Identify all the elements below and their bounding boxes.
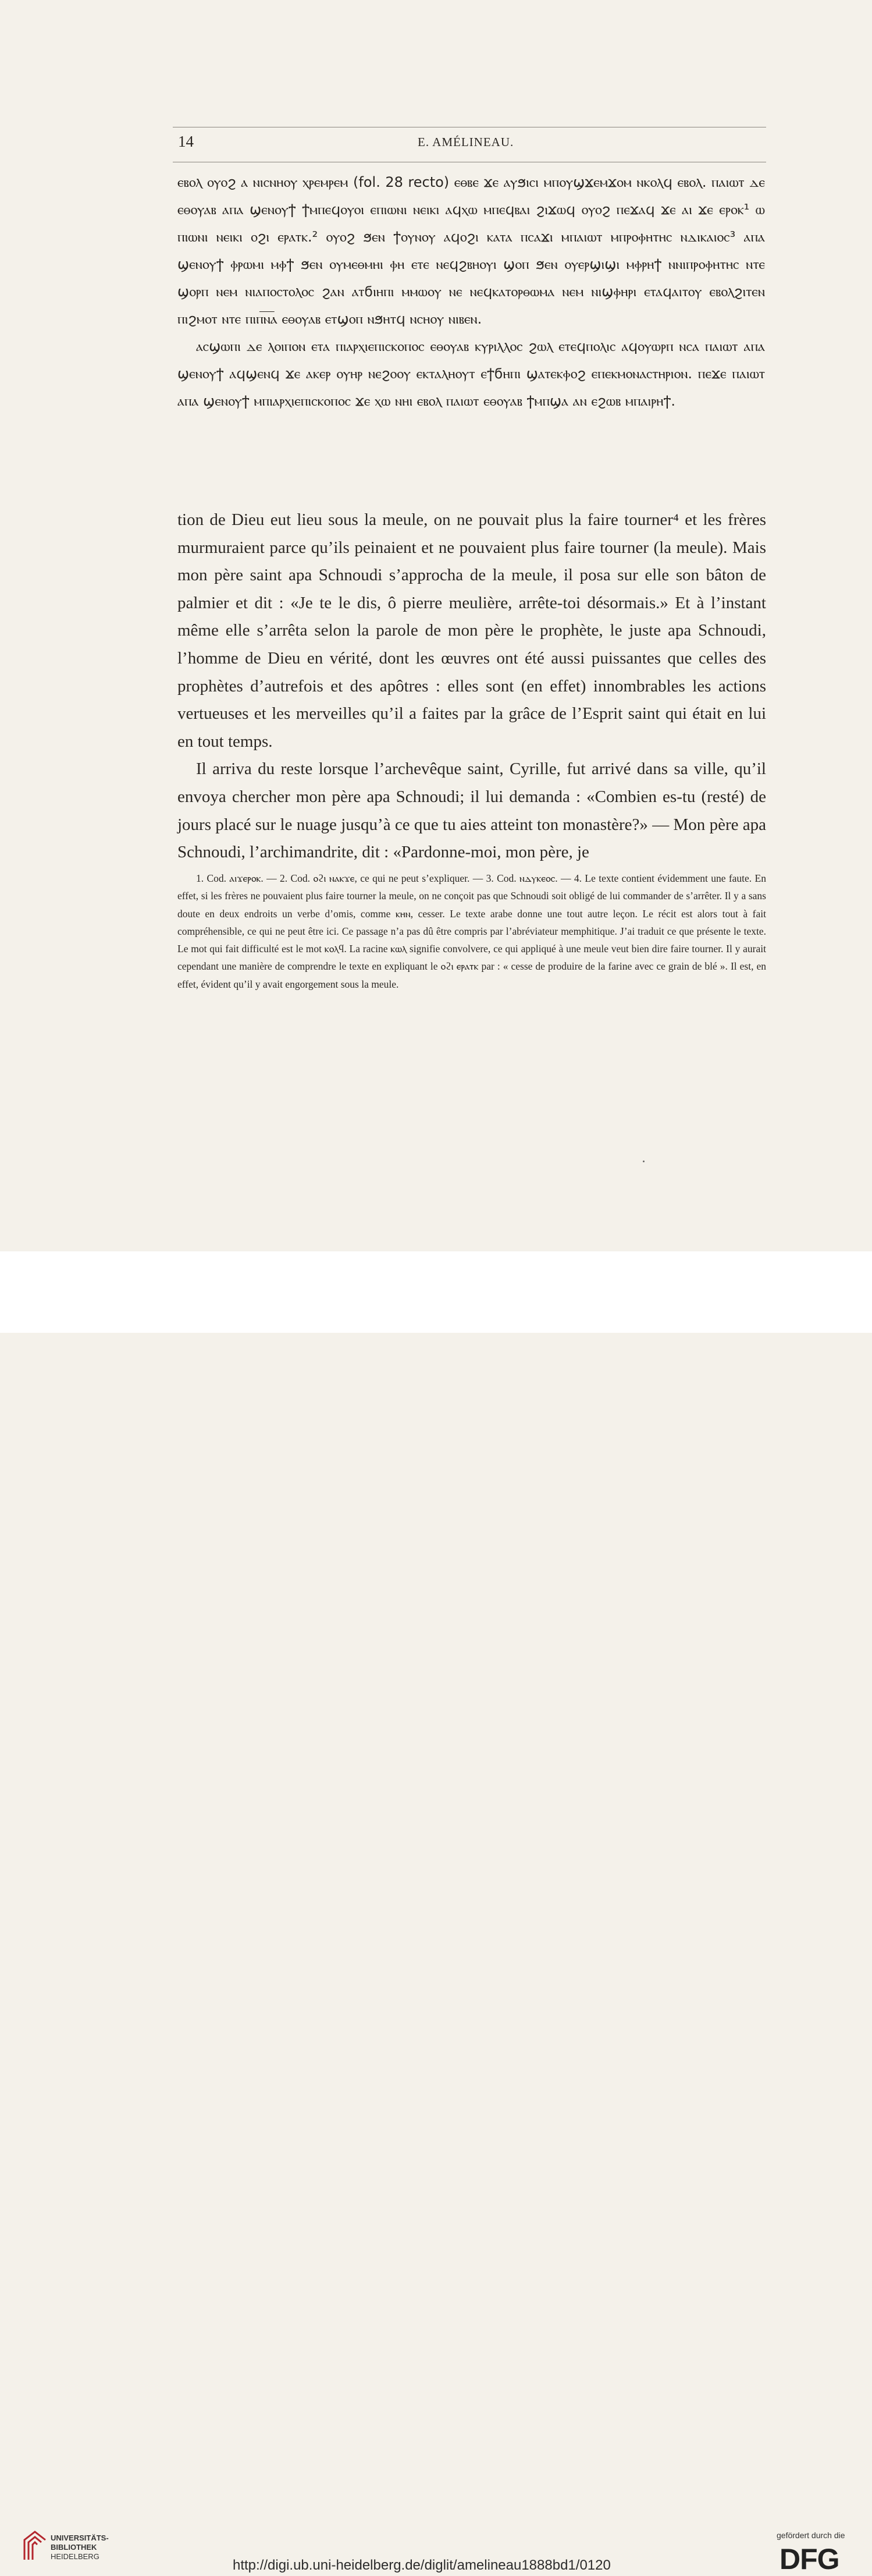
funding-note: gefördert durch die (777, 2531, 845, 2540)
permalink-url[interactable]: http://digi.ub.uni-heidelberg.de/diglit/amelineau1888bd1/0120 (233, 2557, 611, 2573)
french-translation-block (177, 506, 766, 867)
university-library-logo-icon (22, 2529, 48, 2562)
coptic-paragraph-1: ⲉⲃⲟⲗ ⲟⲩⲟϩ ⲁ ⲛⲓⲥⲛⲏⲟⲩ ⲭⲣⲉⲙⲣⲉⲙ (fol. 28 recto) ⲉⲑⲃⲉ ϫⲉ ⲁⲩϧⲓⲥⲓ ⲙⲡⲟⲩϣϫⲉⲙϫⲟⲙ ⲛⲕⲟⲗϥ ⲉⲃⲟⲗ. ⲡⲁⲓⲱⲧ ⲇⲉ ⲉⲑⲟⲩⲁⲃ ⲁⲡⲁ ϣⲉⲛⲟⲩϯ ϯⲙⲡⲉϥⲟⲩⲟⲓ ⲉⲡⲓⲱⲛⲓ ⲛⲉⲓⲕⲓ ⲁϥⲭⲱ ⲙⲡⲉϥⲃⲁⲓ ϩⲓϫⲱϥ ⲟⲩⲟϩ ⲡⲉϫⲁϥ ϫⲉ ⲁⲓ ϫⲉ ⲉⲣⲟⲕ¹ ⲱ ⲡⲓⲱⲛⲓ ⲛⲉⲓⲕⲓ ⲟϩⲓ ⲉⲣⲁⲧⲕ.² ⲟⲩⲟϩ ϧⲉⲛ ϯⲟⲩⲛⲟⲩ ⲁϥⲟϩⲓ ⲕⲁⲧⲁ ⲡⲥⲁϫⲓ ⲙⲡⲁⲓⲱⲧ ⲙⲡⲣⲟⲫⲏⲧⲏⲥ ⲛⲇⲓⲕⲁⲓⲟⲥ³ ⲁⲡⲁ ϣⲉⲛⲟⲩϯ ⲫⲣⲱⲙⲓ ⲙⲫϯ ϧⲉⲛ ⲟⲩⲙⲉⲑⲙⲏⲓ ⲫⲏ ⲉⲧⲉ ⲛⲉϥϩⲃⲏⲟⲩⲓ ϣⲟⲡ ϧⲉⲛ ⲟⲩⲉⲣϣⲓϣⲓ ⲙⲫⲣⲏϯ ⲛⲛⲓⲡⲣⲟⲫⲏⲧⲏⲥ ⲛⲧⲉ ϣⲟⲣⲡ ⲛⲉⲙ ⲛⲓⲁⲡⲟⲥⲧⲟⲗⲟⲥ ϩⲁⲛ ⲁⲧϭⲓⲏⲡⲓ ⲙⲙⲱⲟⲩ ⲛⲉ ⲛⲉϥⲕⲁⲧⲟⲣⲑⲱⲙⲁ ⲛⲉⲙ ⲛⲓϣⲫⲏⲣⲓ ⲉⲧⲁϥⲁⲓⲧⲟⲩ ⲉⲃⲟⲗϩⲓⲧⲉⲛ ⲡⲓϩⲙⲟⲧ ⲛⲧⲉ ⲡⲓⲡ͞ⲛ͞ⲁ ⲉⲑⲟⲩⲁⲃ ⲉⲧϣⲟⲡ ⲛϧⲏⲧϥ ⲛⲥⲏⲟⲩ ⲛⲓⲃⲉⲛ. (177, 174, 765, 327)
footnotes-text: 1. Cod. ⲁⲓϫⲉⲣⲟⲕ. — 2. Cod. ⲟϩⲓ ⲛⲁⲕϫⲉ, ce qui ne peut s’expliquer. — 3. Cod. ⲛⲇⲩⲕⲉⲟⲥ. — 4. Le texte contient évidemment une faute. En effet, si les frères ne pouvaient plus faire tourner la meule, on ne conçoit pas que Schnoudi soit obligé de lui commander de s’arrêter. Il y a sans doute en deux endroits un verbe d’omis, comme ⲕⲏⲛ, cesser. Le texte arabe donne une tout autre leçon. Le récit est alors tout à fait compréhensible, ce qui ne peut être ici. Ce passage n’a pas dû être compris par l’abréviateur memphitique. J’ai traduit ce que présente le texte. Le mot qui fait difficulté est le mot ⲕⲟⲗϥ. La racine ⲕⲱⲗ signifie convolvere, ce qui appliqué à une meule veut bien dire faire tourner. Il y aurait cependant une manière de comprendre le texte en expliquant le ⲟϩⲓ ⲉⲣⲁⲧⲕ par : « cesse de produire de la farine avec ce grain de blé ». Il est, en effet, évident qu’il y avait engorgement sous la meule. (177, 872, 766, 990)
french-paragraph-1: tion de Dieu eut lieu sous la meule, on ne pouvait plus la faire tourner⁴ et les frères murmuraient parce qu’ils peinaient et ne pouvaient plus faire tourner (la meule). Mais mon père saint apa Schnoudi s’approcha de la meule, il posa sur elle son bâton de palmier et dit : «Je te le dis, ô pierre meulière, arrête-toi désormais.» Et à l’instant même elle s’arrêta selon la parole de mon père le prophète, le juste apa Schnoudi, l’homme de Dieu en vérité, dont les œuvres ont été aussi puissantes que celles des prophètes d’autrefois et des apôtres : elles sont (en effet) innombrables les actions vertueuses et les merveilles qu’il a faites par la grâce de l’Esprit saint qui était en lui en tout temps. (177, 510, 766, 751)
french-paragraph-2: Il arriva du reste lorsque l’archevêque saint, Cyrille, fut arrivé dans sa ville, qu’il envoya chercher mon père apa Schnoudi; il lui demanda : «Combien es-tu (resté) de jours placé sur le nuage jusqu’à ce que tu aies atteint ton monastère?» — Mon père apa Schnoudi, l’archimandrite, dit : «Pardonne-moi, mon père, je (177, 760, 766, 862)
running-title: E. AMÉLINEAU. (418, 135, 514, 149)
dfg-logo: DFG (780, 2543, 839, 2575)
scanned-page (0, 0, 872, 1251)
coptic-text-block (177, 169, 765, 415)
library-name-line-3: HEIDELBERG (51, 2552, 99, 2561)
library-name-line-1: UNIVERSITÄTS- (51, 2534, 109, 2542)
page-number: 14 (178, 133, 194, 150)
paper-speck (643, 1161, 645, 1162)
coptic-paragraph-2: ⲁⲥϣⲱⲡⲓ ⲇⲉ ⲗⲟⲓⲡⲟⲛ ⲉⲧⲁ ⲡⲓⲁⲣⲭⲓⲉⲡⲓⲥⲕⲟⲡⲟⲥ ⲉⲑⲟⲩⲁⲃ ⲕⲩⲣⲓⲗⲗⲟⲥ ϩⲱⲗ ⲉⲧⲉϥⲡⲟⲗⲓⲥ ⲁϥⲟⲩⲱⲣⲡ ⲛⲥⲁ ⲡⲁⲓⲱⲧ ⲁⲡⲁ ϣⲉⲛⲟⲩϯ ⲁϥϣⲉⲛϥ ϫⲉ ⲁⲕⲉⲣ ⲟⲩⲏⲣ ⲛⲉϩⲟⲟⲩ ⲉⲕⲧⲁⲗⲏⲟⲩⲧ ⲉϯϭⲏⲡⲓ ϣⲁⲧⲉⲕⲫⲟϩ ⲉⲡⲉⲕⲙⲟⲛⲁⲥⲧⲏⲣⲓⲟⲛ. ⲡⲉϫⲉ ⲡⲁⲓⲱⲧ ⲁⲡⲁ ϣⲉⲛⲟⲩϯ ⲙⲡⲓⲁⲣⲭⲓⲉⲡⲓⲥⲕⲟⲡⲟⲥ ϫⲉ ⲭⲱ ⲛⲏⲓ ⲉⲃⲟⲗ ⲡⲁⲓⲱⲧ ⲉⲑⲟⲩⲁⲃ ϯⲙⲡϣⲁ ⲁⲛ ⲉϩⲱⲃ ⲙⲡⲁⲓⲣⲏϯ. (177, 338, 765, 409)
footnotes-block (177, 870, 766, 993)
library-name-line-2: BIBLIOTHEK (51, 2543, 97, 2552)
library-name (51, 2534, 109, 2561)
digitization-footer (0, 1251, 872, 2575)
